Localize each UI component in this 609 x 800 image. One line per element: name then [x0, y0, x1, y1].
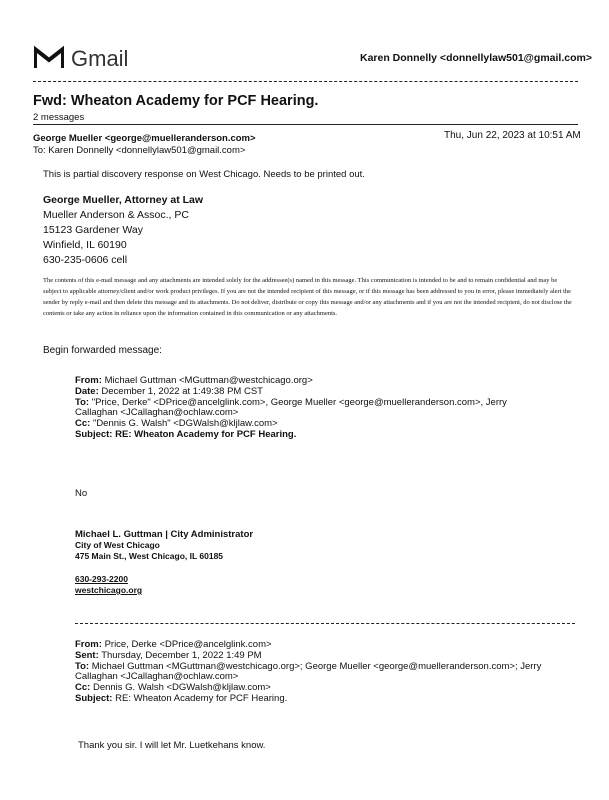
forwarded-header-1 [75, 376, 545, 441]
message-count: 2 messages [33, 112, 85, 123]
fwd2-cc: Dennis G. Walsh <DGWalsh@kljlaw.com> [92, 682, 271, 694]
fwd1-subject: RE: Wheaton Academy for PCF Hearing. [115, 428, 297, 440]
fwd2-sent: Thursday, December 1, 2022 1:49 PM [101, 649, 262, 661]
gmail-brand: Gmail [71, 46, 129, 71]
fwd1-subject-label: Subject: [75, 428, 113, 440]
guttman-signature [75, 529, 253, 562]
signature-name: George Mueller, Attorney at Law [43, 194, 204, 206]
forward-divider [75, 623, 575, 624]
sig2-org: City of West Chicago [75, 540, 160, 550]
sig2-address: 475 Main St., West Chicago, IL 60185 [75, 551, 224, 561]
gmail-logo-icon [34, 46, 64, 70]
sender-signature [43, 193, 203, 268]
forward-intro: Begin forwarded message: [43, 345, 162, 356]
account-email: Karen Donnelly <donnellylaw501@gmail.com> [360, 52, 592, 64]
header-divider [33, 81, 578, 82]
message-sender: George Mueller <george@muelleranderson.com> [33, 133, 256, 144]
thread-subject: Fwd: Wheaton Academy for PCF Hearing. [33, 93, 319, 109]
closing-text: Thank you sir. I will let Mr. Luetkehans know. [78, 740, 266, 751]
fwd2-to-label: To: [75, 660, 90, 672]
guttman-contact [75, 574, 142, 596]
fwd1-to-label: To: [75, 396, 90, 408]
reply-text: No [75, 488, 88, 499]
fwd2-subject: RE: Wheaton Academy for PCF Hearing. [115, 692, 288, 704]
fwd1-date-label: Date: [75, 385, 99, 397]
fwd1-cc-label: Cc: [75, 418, 91, 430]
forwarded-header-2 [75, 640, 565, 705]
fwd2-cc-label: Cc: [75, 682, 91, 694]
signature-street: 15123 Gardener Way [43, 224, 144, 236]
sig2-name: Michael L. Guttman | City Administrator [75, 529, 254, 540]
message-recipient: To: Karen Donnelly <donnellylaw501@gmail.com> [33, 145, 246, 156]
signature-firm: Mueller Anderson & Assoc., PC [43, 209, 189, 221]
fwd1-cc: "Dennis G. Walsh" <DGWalsh@kljlaw.com> [92, 418, 278, 430]
fwd1-from: Michael Guttman <MGuttman@westchicago.org> [104, 375, 313, 386]
fwd2-to: Michael Guttman <MGuttman@westchicago.org>; George Mueller <george@muelleranderson.com>; Jerry Callaghan <JCallaghan@ochlaw.com> [75, 660, 542, 683]
fwd2-sent-label: Sent: [75, 649, 99, 661]
sig2-phone-link[interactable]: 630-293-2200 [75, 574, 128, 584]
sig2-web-link[interactable]: westchicago.org [75, 585, 143, 595]
fwd1-to: "Price, Derke" <DPrice@ancelglink.com>, George Mueller <george@muelleranderson.com>, Jerry Callaghan <JCallaghan@ochlaw.com> [75, 396, 507, 419]
signature-city: Winfield, IL 60190 [43, 239, 127, 251]
subject-divider [33, 124, 578, 125]
fwd1-date: December 1, 2022 at 1:49:38 PM CST [101, 385, 263, 397]
fwd2-subject-label: Subject: [75, 692, 113, 704]
fwd2-from: Price, Derke <DPrice@ancelglink.com> [104, 639, 272, 650]
message-body: This is partial discovery response on West Chicago. Needs to be printed out. [43, 169, 365, 180]
confidentiality-notice: The contents of this e-mail message and any attachments are intended solely for the addressee(s) named in this message. This communication is intended to be and to remain confidential and may be subject to applicable attorney/client and/or work product privileges. If you are not the intended recipient of this message, or if this message has been addressed to you in error, please immediately alert the sender by reply e-mail and then delete this message and its attachments. Do not deliver, distribute or copy this message and/or any attachments and if you are not the intended recipient, do not disclose the contents or take any action in reliance upon the information contained in this communication or any attachments. [43, 277, 572, 317]
fwd2-from-label: From: [75, 639, 102, 650]
signature-phone: 630-235-0606 cell [43, 254, 128, 266]
message-date: Thu, Jun 22, 2023 at 10:51 AM [444, 130, 581, 141]
fwd1-from-label: From: [75, 375, 102, 386]
